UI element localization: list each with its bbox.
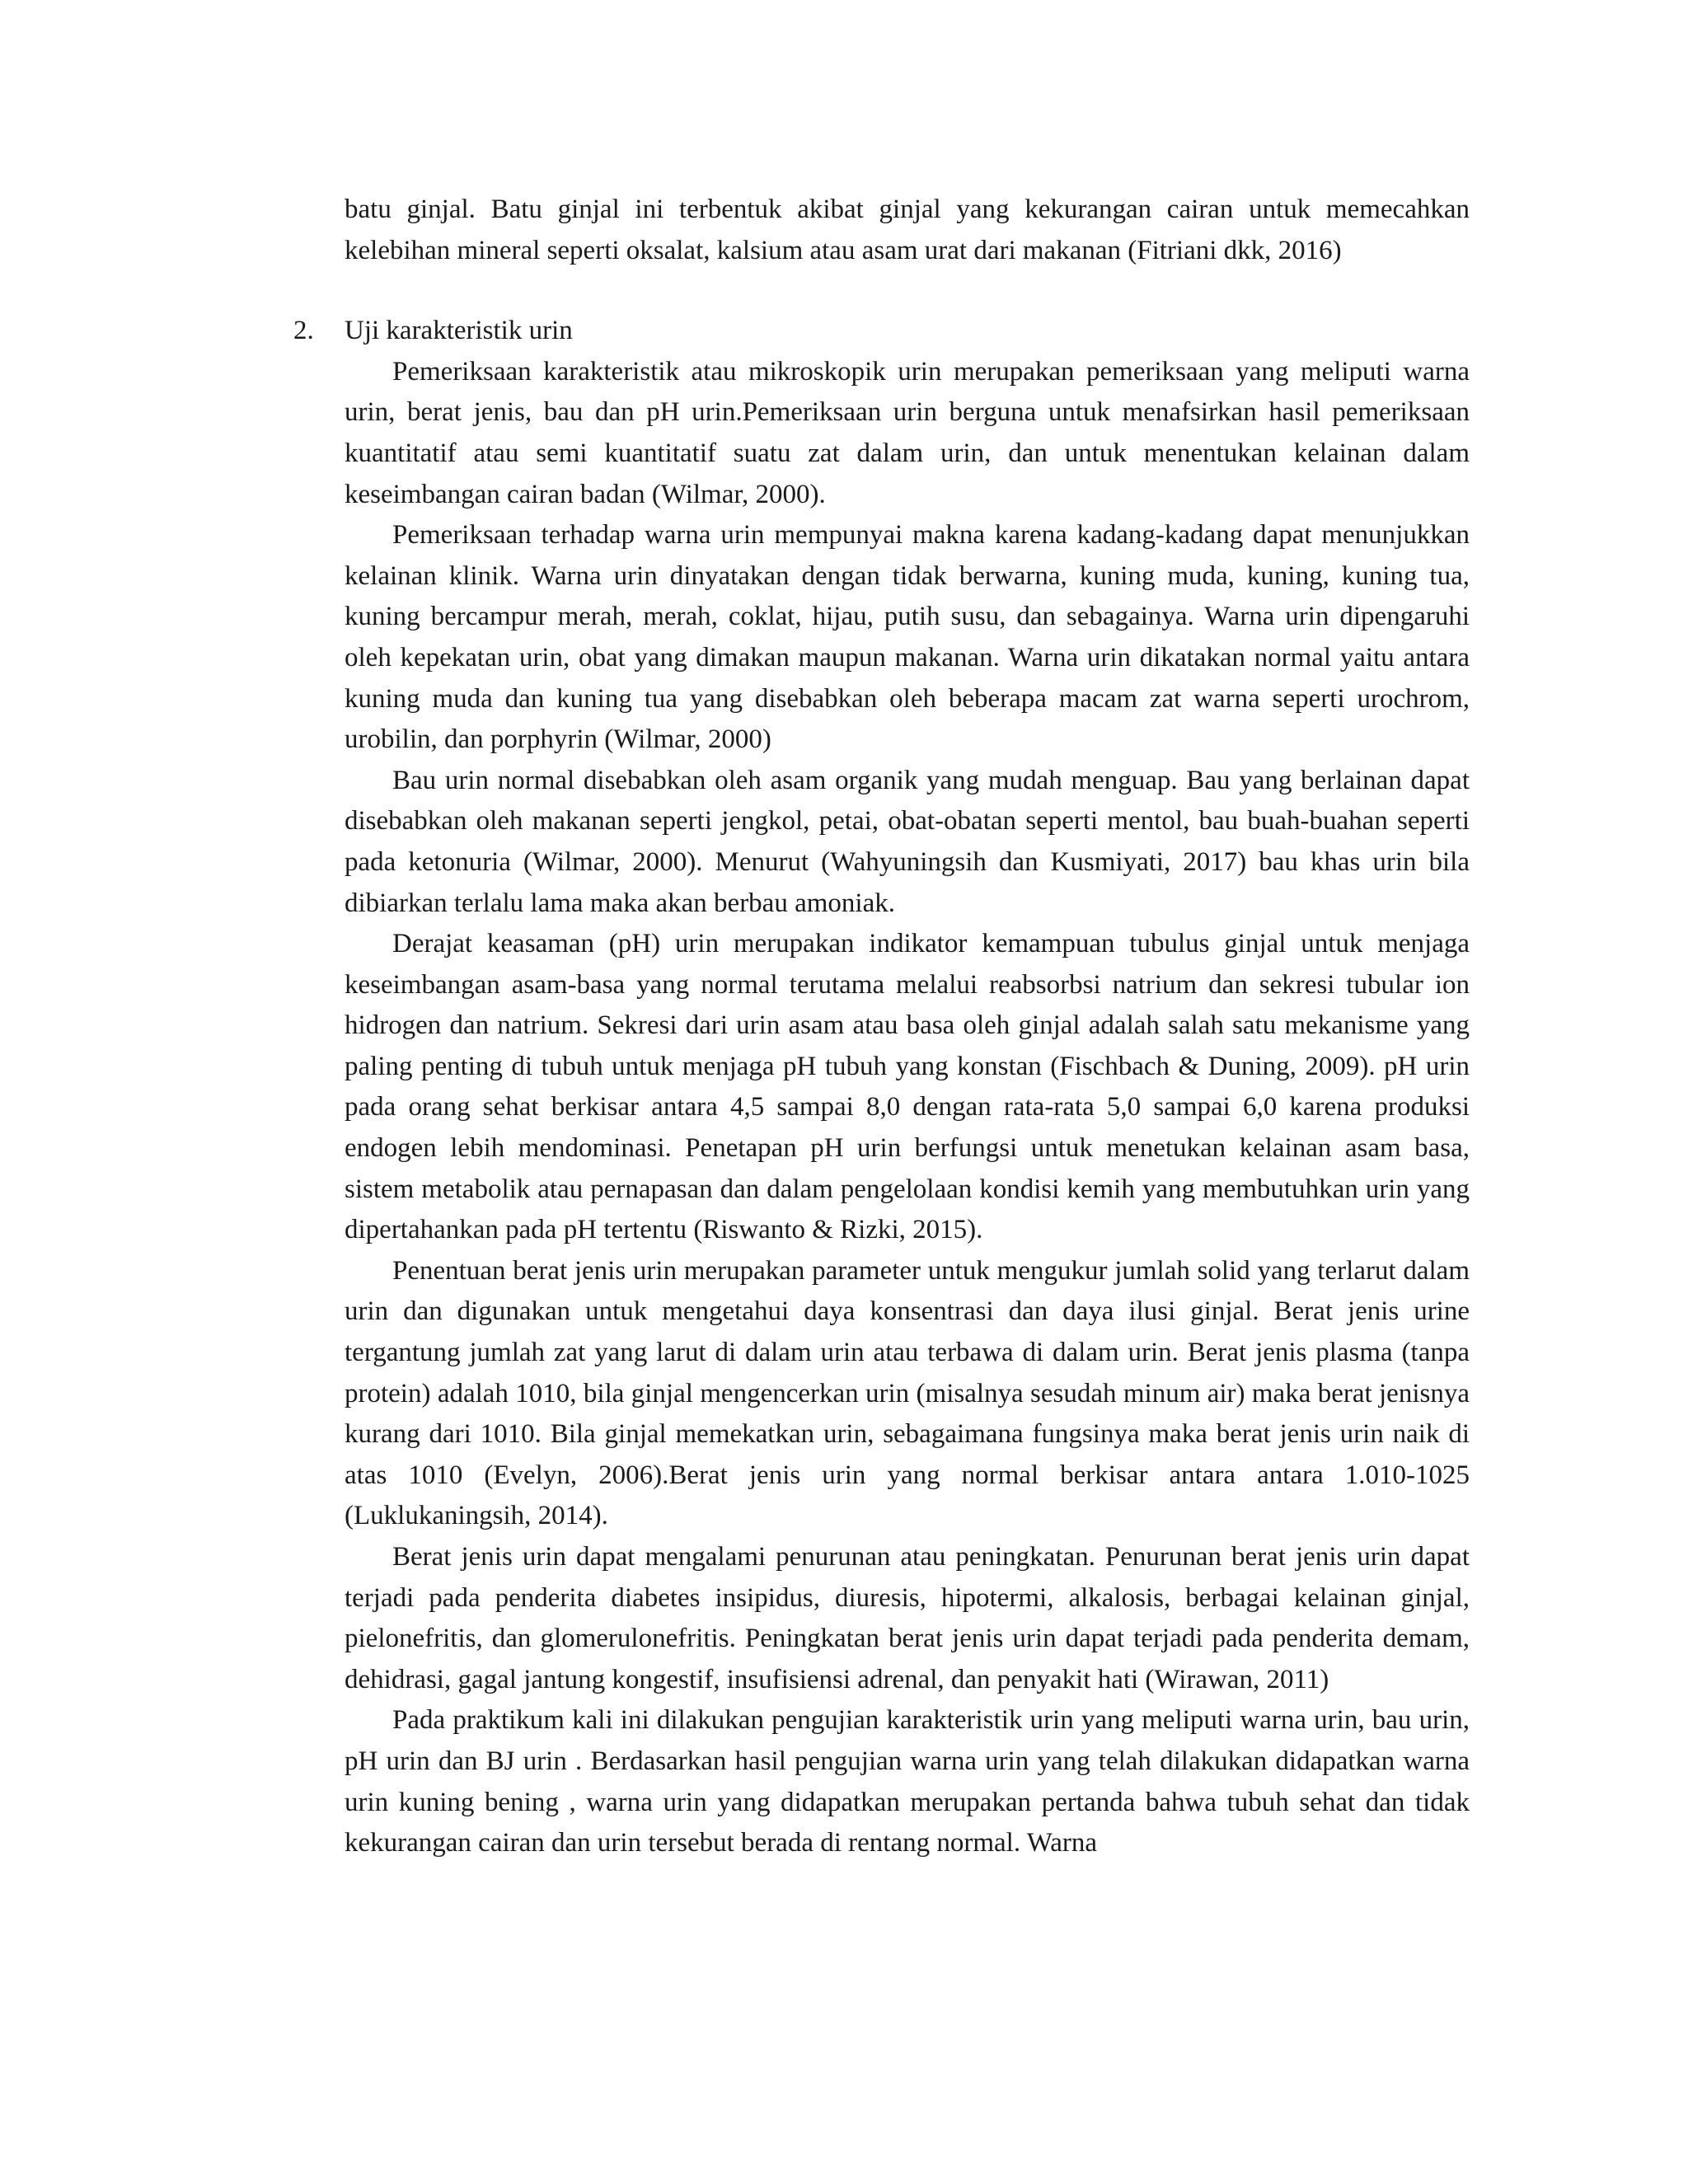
section-heading [293,311,1470,352]
section-title: Uji karakteristik urin [345,316,573,346]
section-number: 2. [293,316,314,346]
paragraph-warna-urin: Pemeriksaan terhadap warna urin mempunyai makna karena kadang-kadang dapat menunjukkan kelainan klinik. Warna urin dinyatakan dengan tidak berwarna, kuning muda, kuning, kuning tua, kuning bercampur merah, merah, coklat, hijau, putih susu, dan sebagainya. Warna urin dipengaruhi oleh kepekatan urin, obat yang dimakan maupun makanan. Warna urin dikatakan normal yaitu antara kuning muda dan kuning tua yang disebabkan oleh beberapa macam zat warna seperti urochrom, urobilin, dan porphyrin (Wilmar, 2000) [345,520,1470,755]
intro-paragraph: batu ginjal. Batu ginjal ini terbentuk akibat ginjal yang kekurangan cairan untuk memecahkan kelebihan mineral seperti oksalat, kalsium atau asam urat dari makanan (Fitriani dkk, 2016) [345,194,1470,265]
paragraph-berat-jenis: Penentuan berat jenis urin merupakan parameter untuk mengukur jumlah solid yang terlarut dalam urin dan digunakan untuk mengetahui daya konsentrasi dan daya ilusi ginjal. Berat jenis urine tergantung jumlah zat yang larut di dalam urin atau terbawa di dalam urin. Berat jenis plasma (tanpa protein) adalah 1010, bila ginjal mengencerkan urin (misalnya sesudah minum air) maka berat jenisnya kurang dari 1010. Bila ginjal memekatkan urin, sebagaimana fungsinya maka berat jenis urin naik di atas 1010 (Evelyn, 2006).Berat jenis urin yang normal berkisar antara antara 1.010-1025 (Luklukaningsih, 2014). [345,1255,1470,1531]
paragraph-praktikum: Pada praktikum kali ini dilakukan pengujian karakteristik urin yang meliputi warna urin, bau urin, pH urin dan BJ urin . Berdasarkan hasil pengujian warna urin yang telah dilakukan didapatkan warna urin kuning bening , warna urin yang didapatkan merupakan pertanda bahwa tubuh sehat dan tidak kekurangan cairan dan urin tersebut berada di rentang normal. Warna [345,1705,1470,1858]
paragraph-berat-jenis-perubahan: Berat jenis urin dapat mengalami penurunan atau peningkatan. Penurunan berat jenis urin dapat terjadi pada penderita diabetes insipidus, diuresis, hipotermi, alkalosis, berbagai kelainan ginjal, pielonefritis, dan glomerulonefritis. Peningkatan berat jenis urin dapat terjadi pada penderita demam, dehidrasi, gagal jantung kongestif, insufisiensi adrenal, dan penyakit hati (Wirawan, 2011) [345,1542,1470,1694]
document-body [293,190,1470,1864]
paragraph-bau-urin: Bau urin normal disebabkan oleh asam organik yang mudah menguap. Bau yang berlainan dapat disebabkan oleh makanan seperti jengkol, petai, obat-obatan seperti mentol, bau buah-buahan seperti pada ketonuria (Wilmar, 2000). Menurut (Wahyuningsih dan Kusmiyati, 2017) bau khas urin bila dibiarkan terlalu lama maka akan berbau amoniak. [345,765,1470,918]
paragraph-ph-urin: Derajat keasaman (pH) urin merupakan indikator kemampuan tubulus ginjal untuk menjaga keseimbangan asam-basa yang normal terutama melalui reabsorbsi natrium dan sekresi tubular ion hidrogen dan natrium. Sekresi dari urin asam atau basa oleh ginjal adalah salah satu mekanisme yang paling penting di tubuh untuk menjaga pH tubuh yang konstan (Fischbach & Duning, 2009). pH urin pada orang sehat berkisar antara 4,5 sampai 8,0 dengan rata-rata 5,0 sampai 6,0 karena produksi endogen lebih mendominasi. Penetapan pH urin berfungsi untuk menetukan kelainan asam basa, sistem metabolik atau pernapasan dan dalam pengelolaan kondisi kemih yang membutuhkan urin yang dipertahankan pada pH tertentu (Riswanto & Rizki, 2015). [345,929,1470,1245]
paragraph-pemeriksaan-karakteristik: Pemeriksaan karakteristik atau mikroskopik urin merupakan pemeriksaan yang meliputi warna urin, berat jenis, bau dan pH urin.Pemeriksaan urin berguna untuk menafsirkan hasil pemeriksaan kuantitatif atau semi kuantitatif suatu zat dalam urin, dan untuk menentukan kelainan dalam keseimbangan cairan badan (Wilmar, 2000). [345,356,1470,509]
